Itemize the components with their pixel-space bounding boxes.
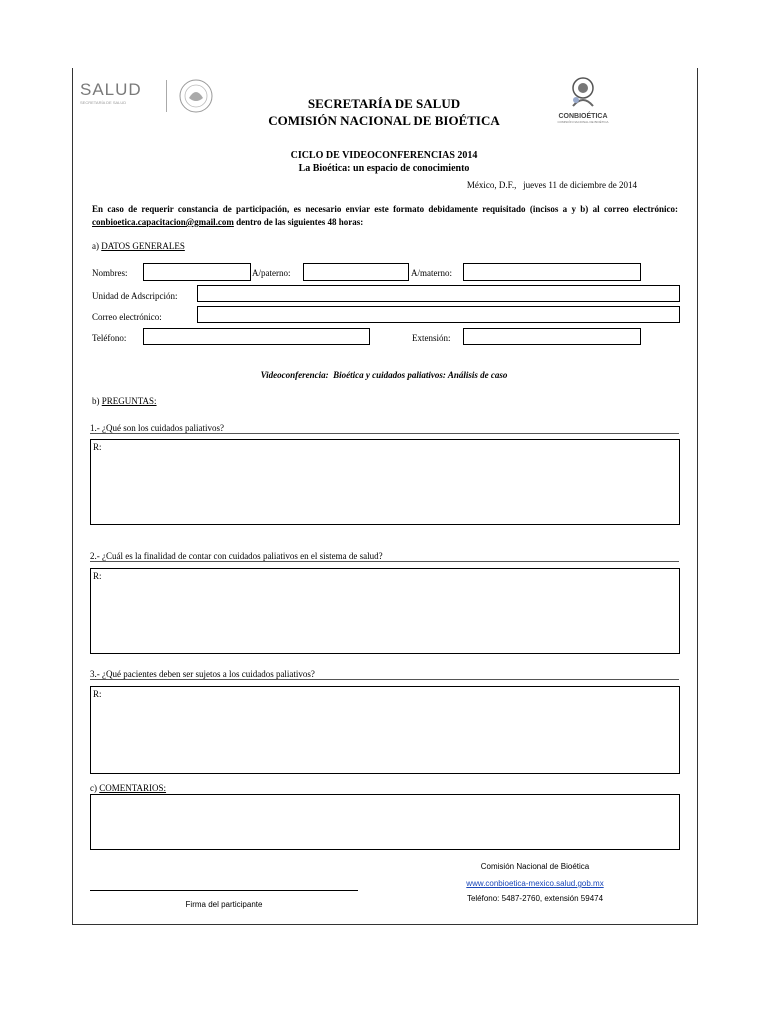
apaterno-field[interactable] [303, 263, 409, 281]
salud-logo-subtext: SECRETARÍA DE SALUD [80, 100, 127, 105]
section-c-prefix: c) [90, 783, 100, 793]
unidad-field[interactable] [197, 285, 680, 302]
footer-phone: Teléfono: 5487-2760, extensión 59474 [466, 894, 604, 903]
answer-3-box[interactable] [90, 686, 680, 774]
correo-label: Correo electrónico: [92, 312, 162, 322]
cycle-title: CICLO DE VIDEOCONFERENCIAS 2014 [290, 150, 478, 161]
section-b-prefix: b) [92, 396, 102, 406]
question-3: 3.- ¿Qué pacientes deben ser sujetos a los cuidados paliativos? [90, 669, 679, 680]
extension-label: Extensión: [412, 333, 451, 343]
comments-box[interactable] [90, 794, 680, 850]
footer-org: Comisión Nacional de Bioética [480, 862, 590, 871]
section-b-heading [92, 396, 157, 406]
correo-field[interactable] [197, 306, 680, 323]
section-a-heading [92, 241, 185, 251]
conbioetica-emblem-icon [565, 76, 601, 110]
amaterno-label: A/materno: [411, 268, 452, 278]
conbio-logo-text: CONBIOÉTICA [558, 113, 608, 120]
answer-2-box[interactable] [90, 568, 680, 654]
nombres-field[interactable] [143, 263, 251, 281]
video-title: Videoconferencia: Bioética y cuidados paliativos: Análisis de caso [260, 370, 508, 380]
section-c-heading [90, 783, 166, 793]
section-b-label: PREGUNTAS: [101, 396, 157, 406]
cycle-subtitle: La Bioética: un espacio de conocimiento [298, 163, 470, 174]
nombres-label: Nombres: [92, 268, 128, 278]
section-c-label: COMENTARIOS: [99, 783, 167, 793]
date-line: México, D.F., jueves 11 de diciembre de 2014 [466, 180, 637, 190]
amaterno-field[interactable] [463, 263, 641, 281]
footer-website-link[interactable]: www.conbioetica-mexico.salud.gob.mx [466, 879, 604, 888]
salud-logo-text: SALUD [80, 80, 142, 99]
intro-paragraph [92, 203, 678, 229]
telefono-field[interactable] [143, 328, 370, 345]
section-a-label: DATOS GENERALES [101, 241, 185, 251]
telefono-label: Teléfono: [92, 333, 127, 343]
question-1: 1.- ¿Qué son los cuidados paliativos? [90, 423, 679, 434]
answer-3-label: R: [93, 689, 102, 699]
answer-1-label: R: [93, 442, 102, 452]
signature-label: Firma del participante [185, 900, 263, 909]
conbio-logo-subtext: COMISIÓN NACIONAL DE BIOÉTICA [557, 120, 609, 124]
unidad-label: Unidad de Adscripción: [92, 291, 178, 301]
intro-rest: dentro de las siguientes 48 horas: [233, 217, 364, 227]
answer-2-label: R: [93, 571, 102, 581]
conbioetica-logo [548, 76, 618, 130]
intro-email-link[interactable]: conbioetica.capacitacion@gmail.com [92, 217, 234, 227]
question-2: 2.- ¿Cuál es la finalidad de contar con cuidados paliativos en el sistema de salud? [90, 551, 679, 562]
header-title-1: SECRETARÍA DE SALUD [307, 96, 461, 111]
answer-1-box[interactable] [90, 439, 680, 525]
extension-field[interactable] [463, 328, 641, 345]
apaterno-label: A/paterno: [252, 268, 291, 278]
header-title-2: COMISIÓN NACIONAL DE BIOÉTICA [268, 113, 500, 128]
signature-line [90, 890, 358, 891]
section-a-prefix: a) [92, 241, 102, 251]
intro-text: En caso de requerir constancia de participación, es necesario enviar este formato debidamente requisitado (incisos a y b) al correo electrónico: [92, 204, 678, 214]
